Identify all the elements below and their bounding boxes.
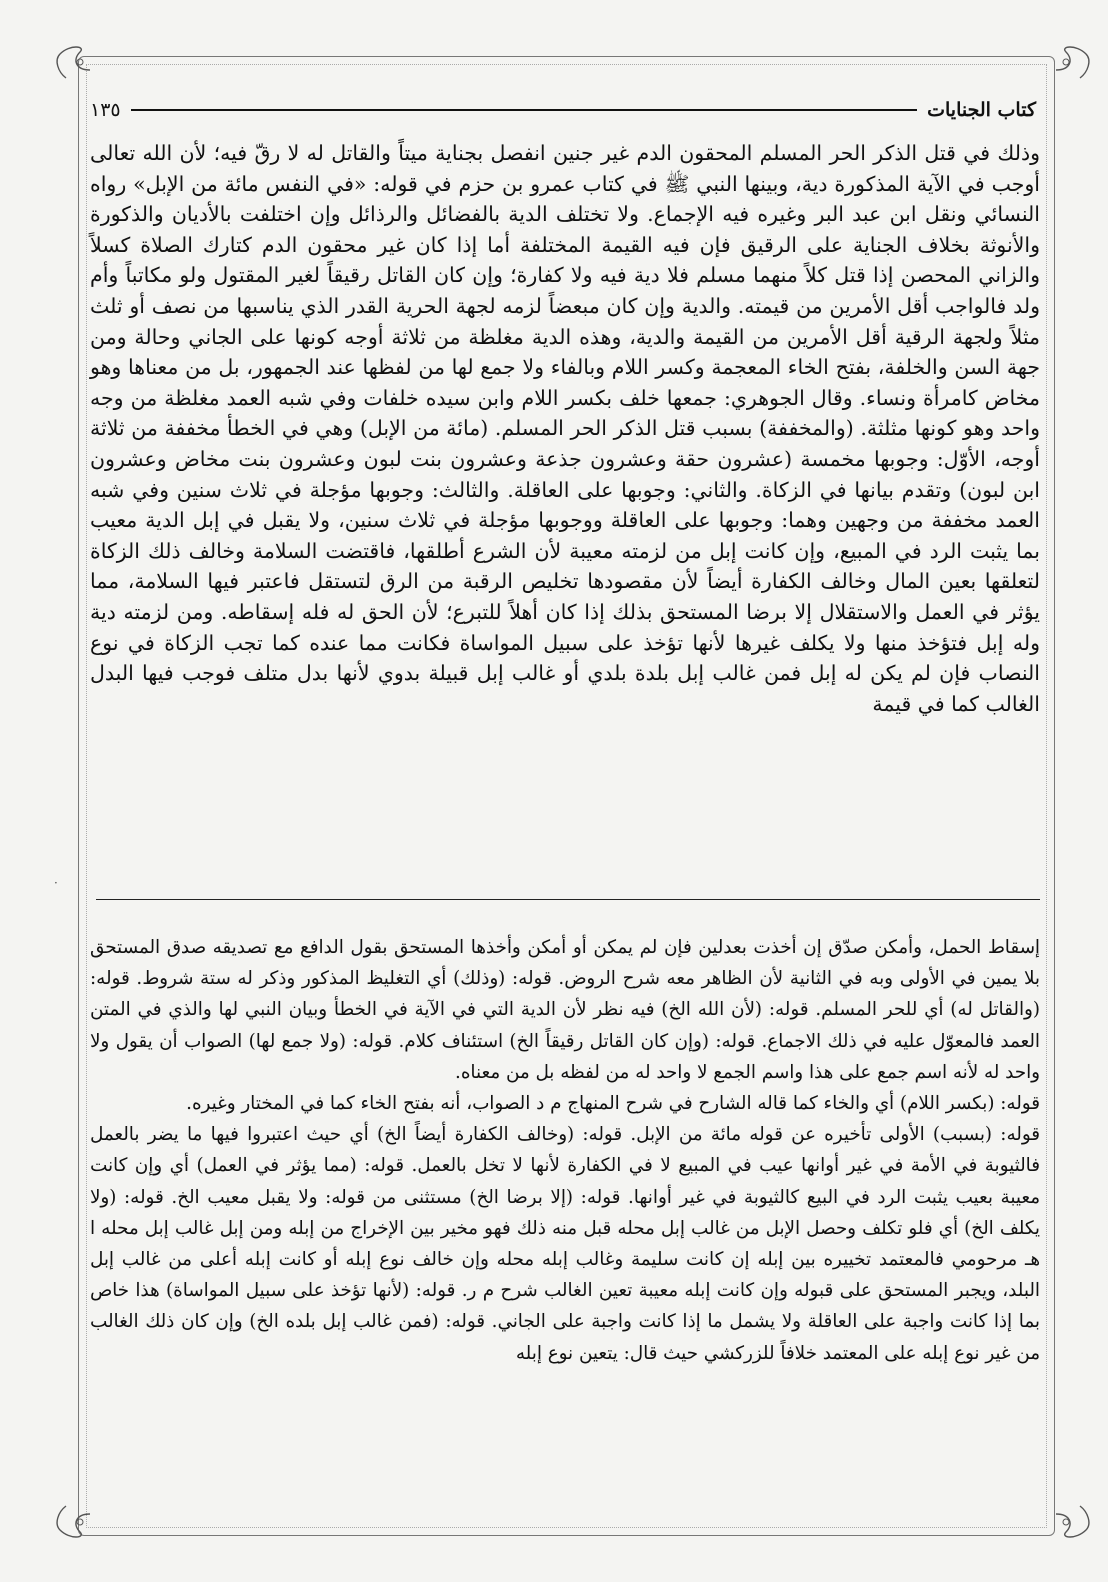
footnote-divider — [96, 899, 1040, 900]
chapter-title: كتاب الجنايات — [927, 99, 1036, 121]
main-text — [90, 138, 1040, 719]
page-number: ١٣٥ — [90, 99, 121, 121]
note-paragraph-1: إسقاط الحمل، وأمكن صدّق إن أخذت بعدلين فإن لم يمكن أو أمكن وأخذها المستحق بقول الدافع مع تصديقه صدق المستحق بلا يمين في الأولى وبه في الثانية لأن الظاهر معه شرح الروض. قوله: (وذلك) أي التغليظ المذكور وذكر له ستة شروط. قوله: (والقاتل له) أي للحر المسلم. قوله: (لأن الله الخ) فيه نظر لأن الدية التي في الآية في الخطأ وبيان النبي لها والذي في المتن العمد فالمعوّل عليه في ذلك الاجماع. قوله: (وإن كان القاتل رقيقاً الخ) استئناف كلام. قوله: (ولا جمع لها) الصواب أن يقول ولا واحد له لأنه اسم جمع على هذا واسم الجمع لا واحد له من لفظه بل من معناه. — [90, 937, 1040, 1083]
scan-speck: · — [54, 876, 58, 890]
main-paragraph: وذلك في قتل الذكر الحر المسلم المحقون الدم غير جنين انفصل بجناية ميتاً والقاتل له لا رقّ فيه؛ لأن الله تعالى أوجب في الآية المذكورة دية، وبينها النبي ﷺ في كتاب عمرو بن حزم في قوله: «في النفس مائة من الإبل» رواه النسائي ونقل ابن عبد البر وغيره فيه الإجماع. ولا تختلف الدية بالفضائل والرذائل وإن اختلفت بالأديان والذكورة والأنوثة بخلاف الجناية على الرقيق فإن فيه القيمة المختلفة أما إذا كان غير محقون الدم كتارك الصلاة كسلاً والزاني المحصن إذا قتل كلاً منهما مسلم فلا دية فيه ولا كفارة؛ وإن كان القاتل رقيقاً لغير المقتول ولو مكاتباً وأم ولد فالواجب أقل الأمرين من قيمته. والدية وإن كان مبعضاً لزمه لجهة الحرية القدر الذي يناسبها من نصف أو ثلث مثلاً ولجهة الرقية أقل الأمرين من القيمة والدية، وهذه الدية مغلظة من ثلاثة أوجه كونها على الجاني وحالة ومن جهة السن والخلفة، بفتح الخاء المعجمة وكسر اللام وبالفاء ولا جمع لها من لفظها عند الجمهور، بل من معناها وهو مخاض كامرأة ونساء. وقال الجوهري: جمعها خلف بكسر اللام وابن سيده خلفات وفي شبه العمد مغلظة من وجه واحد وهو كونها مثلثة. (والمخففة) بسبب قتل الذكر الحر المسلم. (مائة من الإبل) وهي في الخطأ مخففة من ثلاثة أوجه، الأوّل: وجوبها مخمسة (عشرون حقة وعشرون جذعة وعشرون بنت لبون وعشرون بنت مخاض وعشرون ابن لبون) وتقدم بيانها في الزكاة. والثاني: وجوبها على العاقلة. والثالث: وجوبها مؤجلة في ثلاث سنين وفي شبه العمد مخففة من وجهين وهما: وجوبها على العاقلة ووجوبها مؤجلة في ثلاث سنين، ولا يقبل في إبل الدية معيب بما يثبت الرد في المبيع، وإن كانت إبل من لزمته معيبة لأن الشرع أطلقها، فاقتضت السلامة وخالف ذلك الزكاة لتعلقها بعين المال وخالف الكفارة أيضاً لأن مقصودها تخليص الرقبة من الرق لتستقل فاعتبر فيها السلامة، مما يؤثر في العمل والاستقلال إلا برضا المستحق بذلك إذا كان أهلاً للتبرع؛ لأن الحق له فله إسقاطه. ومن لزمته دية وله إبل فتؤخذ منها ولا يكلف غيرها لأنها تؤخذ على سبيل المواساة فكانت مما عنده كما تجب الزكاة في نوع النصاب فإن لم يكن له إبل فمن غالب إبل بلدة بلدي أو غالب إبل قبيلة بدوي لأنها بدل متلف فوجب فيها البدل الغالب كما في قيمة — [90, 141, 1040, 716]
ornament-bottom-right-icon — [1052, 1500, 1096, 1544]
running-head — [90, 96, 1036, 124]
ornament-top-right-icon — [1052, 40, 1096, 84]
commentary-notes — [90, 932, 1040, 1369]
ornament-bottom-left-icon — [50, 1500, 94, 1544]
header-rule — [131, 109, 917, 111]
ornament-top-left-icon — [50, 40, 94, 84]
note-paragraph-3: قوله: (بسبب) الأولى تأخيره عن قوله مائة من الإبل. قوله: (وخالف الكفارة أيضاً الخ) أي حيث اعتبروا فيها ما يضر بالعمل فالثيوبة في الأمة في غير أوانها عيب في المبيع لا في الكفارة لأنها لا تخل بالعمل. قوله: (مما يؤثر في العمل) أي وإن كانت معيبة بعيب يثبت الرد في البيع كالثيوبة في غير أوانها. قوله: (إلا برضا الخ) مستثنى من قوله: ولا يقبل معيب الخ. قوله: (ولا يكلف الخ) أي فلو تكلف وحصل الإبل من غالب إبل محله قبل منه ذلك فهو مخير بين الإخراج من إبله ومن إبل غالب إبل محله ا هـ مرحومي فالمعتمد تخييره بين إبله إن كانت سليمة وغالب إبله محله وإن خالف نوع إبله أو كانت إبله أعلى من غالب إبل البلد، ويجبر المستحق على قبوله وإن كانت إبله معيبة تعين الغالب شرح م ر. قوله: (لأنها تؤخذ على سبيل المواساة) هذا خاص بما إذا كانت واجبة على العاقلة ولا يشمل ما إذا كانت واجبة على الجاني. قوله: (فمن غالب إبل بلده الخ) وإن كان ذلك الغالب من غير نوع إبله على المعتمد خلافاً للزركشي حيث قال: يتعين نوع إبله — [90, 1124, 1040, 1364]
note-paragraph-2: قوله: (بكسر اللام) أي والخاء كما قاله الشارح في شرح المنهاج م د الصواب، أنه بفتح الخاء كما في المختار وغيره. — [186, 1093, 1040, 1115]
